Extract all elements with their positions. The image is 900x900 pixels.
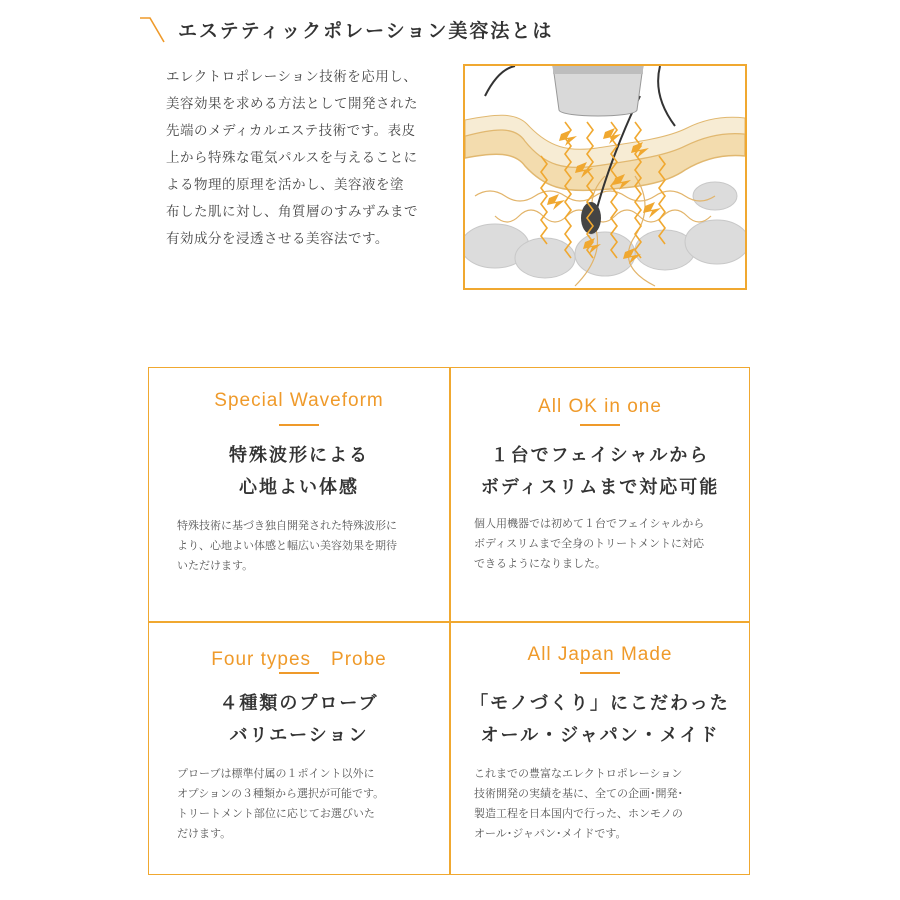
intro-line: 美容効果を求める方法として開発された: [166, 96, 418, 112]
feature-jp-title: [149, 688, 449, 752]
desc-line: ボディスリムまで全身のトリートメントに対応: [474, 537, 705, 550]
feature-card-japan-made: [450, 622, 750, 875]
feature-en-title: Special Waveform: [214, 390, 384, 411]
desc-line: これまでの豊富なエレクトロポレーション: [474, 767, 683, 780]
feature-jp-title: [450, 440, 750, 504]
feature-en-title: All OK in one: [538, 396, 662, 417]
desc-line: より、心地よい体感と幅広い美容効果を期待: [177, 539, 397, 552]
jp-title-line: ボディスリムまで対応可能: [480, 477, 720, 498]
feature-card-all-in-one: [450, 368, 750, 621]
desc-line: プローブは標準付属の１ポイント以外に: [177, 767, 375, 780]
section-title: エステティックポレーション美容法とは: [178, 20, 554, 42]
jp-title-line: バリエーション: [229, 725, 369, 746]
intro-line: 上から特殊な電気パルスを与えることに: [166, 150, 418, 166]
feature-en-title: Four types Probe: [211, 649, 387, 670]
intro-paragraph: [166, 64, 448, 253]
title-underline: [580, 672, 620, 674]
jp-title-line: １台でフェイシャルから: [490, 445, 710, 466]
intro-line: よる物理的原理を活かし、美容液を塗: [166, 177, 404, 193]
intro-line: 布した肌に対し、角質層のすみずみまで: [166, 204, 418, 220]
feature-jp-title: [149, 440, 449, 504]
title-underline: [279, 424, 319, 426]
feature-card-probe: [149, 622, 449, 875]
feature-card-waveform: [149, 368, 449, 621]
intro-line: エレクトロポレーション技術を応用し、: [166, 69, 418, 85]
feature-grid: [148, 367, 750, 875]
desc-line: トリートメント部位に応じてお選びいた: [177, 807, 375, 820]
feature-jp-title: [450, 688, 750, 752]
feature-description: [177, 764, 437, 844]
desc-line: 個人用機器では初めて１台でフェイシャルから: [474, 517, 705, 530]
feature-description: [474, 764, 734, 844]
desc-line: オール･ジャパン･メイドです。: [474, 827, 627, 840]
jp-title-line: 「モノづくり」にこだわった: [470, 693, 730, 714]
title-underline: [279, 672, 319, 674]
jp-title-line: オール・ジャパン・メイド: [480, 725, 720, 746]
skin-diagram-icon: [465, 66, 745, 288]
desc-line: 特殊技術に基づき独自開発された特殊波形に: [177, 519, 397, 532]
feature-description: [177, 516, 437, 576]
desc-line: いただけます。: [177, 559, 254, 572]
feature-en-title: All Japan Made: [527, 644, 673, 665]
skin-electroporation-illustration: [463, 64, 747, 290]
jp-title-line: 心地よい体感: [239, 477, 359, 498]
desc-line: 製造工程を日本国内で行った、ホンモノの: [474, 807, 683, 820]
desc-line: できるようになりました。: [474, 557, 606, 570]
jp-title-line: 特殊波形による: [229, 445, 369, 466]
jp-title-line: ４種類のプローブ: [219, 693, 379, 714]
intro-line: 有効成分を浸透させる美容法です。: [166, 231, 389, 247]
desc-line: 技術開発の実績を基に、全ての企画･開発･: [474, 787, 683, 800]
desc-line: オプションの３種類から選択が可能です。: [177, 787, 385, 800]
title-underline: [580, 424, 620, 426]
diagonal-slash-icon: [138, 14, 168, 44]
intro-line: 先端のメディカルエステ技術です。表皮: [166, 123, 416, 139]
feature-description: [474, 514, 734, 574]
desc-line: だけます。: [177, 827, 232, 840]
